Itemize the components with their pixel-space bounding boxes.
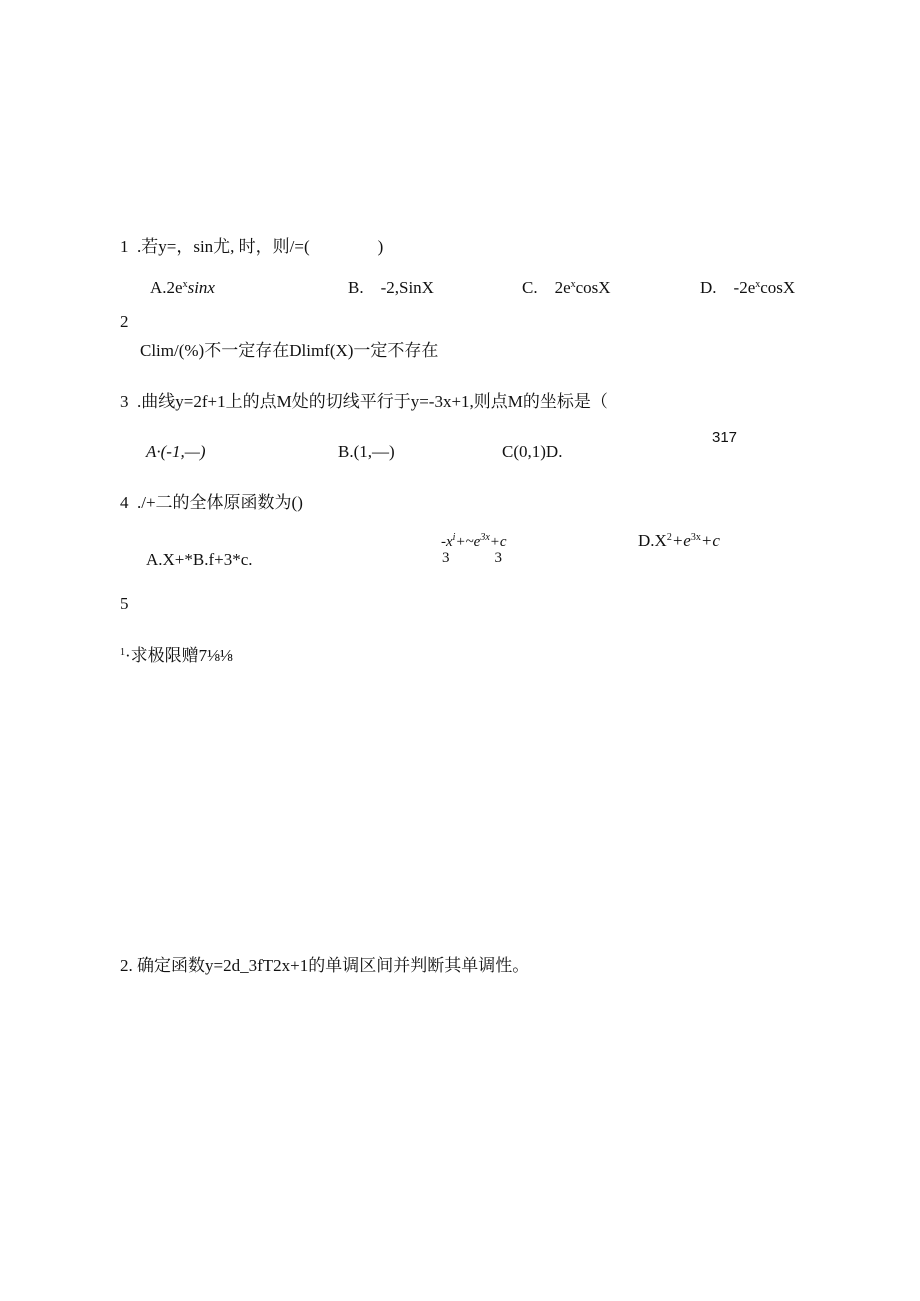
q4-option-ab: A.X+*B.f+3*c.	[146, 550, 253, 569]
q1-option-d: D. $-2e^x\cos X$	[700, 278, 796, 297]
q1-option-c: C. $2e^x\cos X$	[522, 278, 611, 297]
q3-option-cd: C(0,1)D.	[502, 442, 563, 461]
q3-number: 3	[120, 392, 129, 411]
q3-option-a: A·(-1,—)	[146, 442, 206, 461]
q4-option-c-top: $-x^i+\sim e^{3x}+c$	[441, 532, 507, 550]
part2-item-2: 2. 确定函数y=2d_3fT2x+1的单调区间并判断其单调性。	[120, 956, 530, 975]
q1-option-a: $A.2e^x\sin x$	[150, 278, 215, 297]
q1-stem: .若y=，sin尤, 时，则/=( )	[137, 237, 384, 256]
q1-option-b: B. -2,SinX	[348, 278, 434, 297]
part2-item-1: $^1$·求极限赠7⅛⅛	[120, 646, 233, 665]
q2-line: Clim/(%)不一定存在Dlimf(X)一定不存在	[140, 341, 439, 360]
q3-option-b: B.(1,—)	[338, 442, 395, 461]
q3-note: 317	[712, 429, 738, 446]
q5-number: 5	[120, 594, 129, 613]
q4-option-d: $D.X^2+e^{3x}+c$	[638, 531, 720, 550]
q2-number: 2	[120, 312, 129, 331]
q1-number: 1	[120, 237, 129, 256]
q4-option-c-bottom: 3 3	[442, 550, 503, 566]
q3-stem: .曲线y=2f+1上的点M处的切线平行于y=-3x+1,则点M的坐标是（	[137, 392, 608, 411]
q4-stem: ./+二的全体原函数为()	[137, 493, 303, 512]
q4-number: 4	[120, 493, 129, 512]
